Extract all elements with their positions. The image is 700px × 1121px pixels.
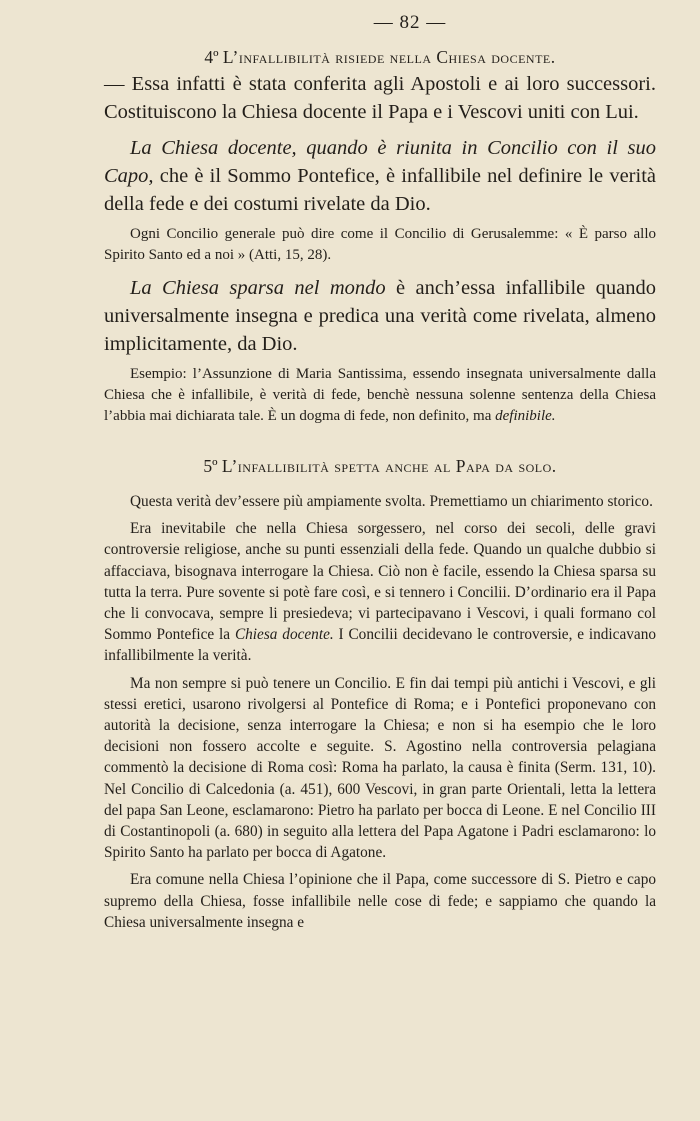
section-4-paragraph-2-rest: che è il Sommo Pontefice, è infallibile nel definire le verità della fede e dei costumi rivelate da Dio. xyxy=(104,165,656,215)
section-5-paragraph-2-end: I Concilii decidevano le controversie, e indicavano infallibilmente la verità. xyxy=(104,626,656,665)
section-4-paragraph-2 xyxy=(104,134,656,218)
section-4-title: L’infallibilità risiede nella Chiesa docente. xyxy=(222,47,556,67)
section-5-paragraph-3: Ma non sempre si può tenere un Concilio. E fin dai tempi più antichi i Vescovi, e gli stessi eretici, usarono rivolgersi al Pontefice di Roma; e i Pontefici proponevano con autorità la decisione, senza interrogare la Chiesa; e non si ha esempio che le loro decisioni non fossero accolte e seguite. S. Agostino nella controversia pelagiana commentò la decisione di Roma così: Roma ha parlato, la causa è finita (Serm. 131, 10). Nel Concilio di Calcedonia (a. 451), 600 Vescovi, in gran parte Orientali, letta la lettera del papa San Leone, esclamarono: Pietro ha parlato per bocca di Leone. E nel Concilio III di Costantinopoli (a. 680) in seguito alla lettera del Papa Agatone i Padri esclamarono: lo Spirito Santo ha parlato per bocca di Agatone. xyxy=(104,674,656,862)
chiesa-sparsa-phrase: La Chiesa sparsa nel mondo xyxy=(130,277,386,299)
section-5-paragraph-4: Era comune nella Chiesa l’opinione che il Papa, come successore di S. Pietro e capo supremo della Chiesa, fosse infallibile nelle cose di fede; e sappiamo che quando la Chiesa universalmente insegna e xyxy=(104,871,656,931)
section-4-paragraph-3-rest: è anch’essa infallibile quando universalmente insegna e predica una verità come rivelata, almeno implicitamente, da Dio. xyxy=(104,277,656,355)
chiesa-docente-phrase: La Chiesa docente, quando è riunita in Concilio con il suo Capo, xyxy=(104,137,656,187)
section-4-paragraph-3 xyxy=(104,274,656,358)
section-4-number: 4º xyxy=(204,47,219,67)
chiesa-docente-italic: Chiesa docente. xyxy=(234,626,334,644)
definibile-word: definibile. xyxy=(495,408,556,424)
page-number: — 82 — xyxy=(373,12,447,33)
section-5-paragraph-1: Questa verità dev’essere più ampiamente svolta. Premettiamo un chiarimento storico. xyxy=(130,493,653,510)
note-assunzione-text: Esempio: l’Assunzione di Maria Santissima, essendo insegnata universalmente dalla Chiesa che è infallibile, è verità di fede, benchè nessuna solenne sentenza della Chiesa l’abbia mai dichiarata tale. È un dogma di fede, non definito, ma xyxy=(104,366,656,424)
note-concilio: Ogni Concilio generale può dire come il Concilio di Gerusalemme: « È parso allo Spirito Santo ed a noi » (Atti, 15, 28). xyxy=(104,226,656,263)
section-5-number: 5º xyxy=(203,456,218,476)
section-5-title: L’infallibilità spetta anche al Papa da solo. xyxy=(221,456,557,476)
section-4-heading xyxy=(104,44,656,70)
section-4-paragraph-1: — Essa infatti è stata conferita agli Apostoli e ai loro successori. Costituiscono la Chiesa docente il Papa e i Vescovi uniti con Lui. xyxy=(104,73,656,123)
note-assunzione xyxy=(104,364,656,427)
section-5-paragraph-2-text: Era inevitabile che nella Chiesa sorgessero, nel corso dei secoli, delle gravi controversie religiose, anche su punti essenziali della fede. Quando un qualche dubbio si affacciava, bisognava interrogare la Chiesa. Ciò non è facile, essendo la Chiesa sparsa su tutta la terra. Pure sovente si potè fare così, e si tennero i Concilii. D’ordinario era il Papa che li convocava, sempre li presiedeva; vi partecipavano i Vescovi, i quali formano col Sommo Pontefice la xyxy=(104,520,656,644)
section-5-paragraph-2 xyxy=(104,518,656,666)
section-5-heading xyxy=(104,453,656,479)
